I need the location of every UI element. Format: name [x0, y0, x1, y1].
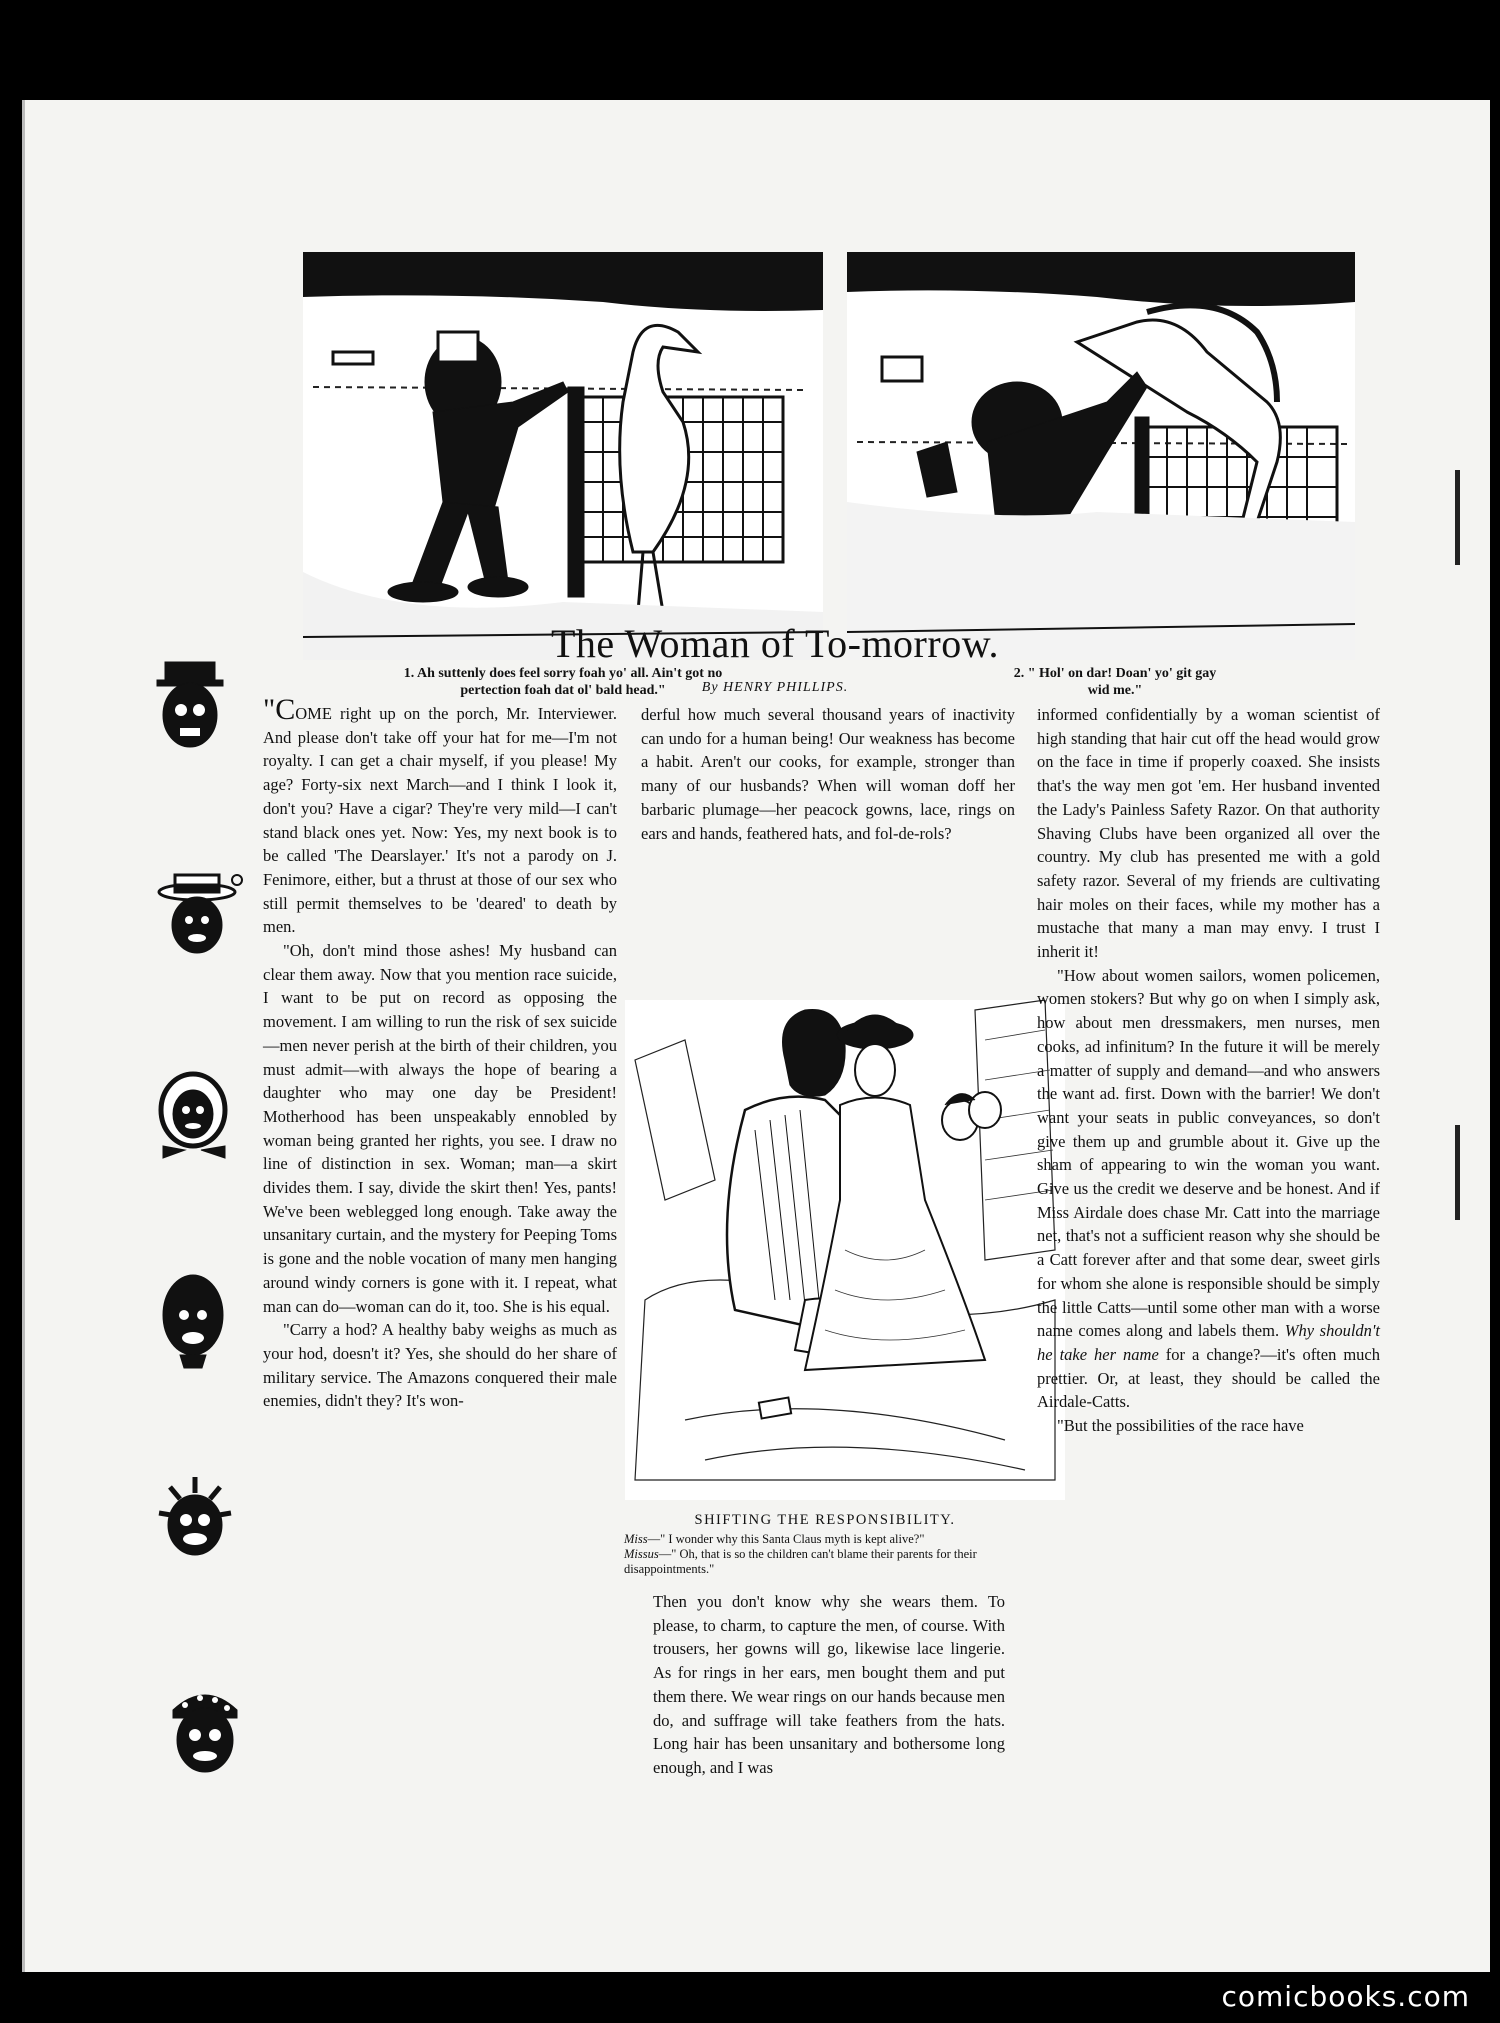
article-column-3	[1037, 703, 1380, 1853]
caption-line: 2. " Hol' on dar! Doan' yo' git gay	[1013, 666, 1217, 681]
caption-line: pertection foah dat ol' bald head."	[460, 683, 666, 698]
paragraph-text: for a change?—it's often much prettier. Or, at least, they should be called the Airdale-Catts.	[1037, 1344, 1380, 1412]
illustration-drawing	[625, 1000, 1065, 1500]
paragraph-text: OME right up on the porch, Mr. Interviewer. And please don't take off your hat for me—I'm not royalty. I can get a chair myself, if you please! My age? Forty-six next March—and I think I look it, don't you? Have a cigar? They're very mild—I can't stand black ones yet. Now: Yes, my next book is to be called 'The Dearslayer.' It's not a parody on J. Fenimore, either, but a thrust at those of our sex who still permit themselves to be 'deared' to death by men.	[263, 704, 617, 937]
comic-panel-2-drawing	[847, 252, 1355, 660]
paragraph: "Oh, don't mind those ashes! My husband can clear them away. Now that you mention race suicide, I want to be put on record as opposing the movement. I am willing to run the risk of sex suicide—men never perish at the birth of their children, you must admit—with always the hope of bearing a daughter who may one day be President! Motherhood has been unspeakably ennobled by woman being granted her rights, you see. I draw no line of distinction in sex. Woman; man—a skirt divides them. I say, divide the skirt then! Yes, pants! We've been weblegged long enough. Take away the unsanitary curtain, and the mystery for Peeping Toms is gone and the noble vocation of many men hanging around windy corners is gone with it. I repeat, what man can do—woman can do it, too. She is his equal.	[263, 941, 617, 1316]
site-watermark: comicbooks.com	[1221, 1980, 1470, 2013]
magazine-page	[22, 100, 1490, 1972]
article-title: The Woman of To-morrow.	[551, 621, 999, 666]
edge-mark	[1455, 470, 1460, 565]
caricature-face-top-hat	[155, 660, 225, 755]
caricature-face-cap	[165, 1680, 245, 1785]
article-column-1	[263, 693, 617, 1850]
article-byline: By HENRY PHILLIPS.	[701, 680, 849, 695]
paragraph: "Carry a hod? A healthy baby weighs as much as your hod, doesn't it? Yes, she should do her share of military service. The Amazons conquered their male enemies, didn't they? It's won-	[263, 1320, 617, 1411]
article-column-2-top	[641, 703, 1015, 898]
comic-panel-1-drawing	[303, 252, 823, 660]
paragraph: "But the possibilities of the race have	[1057, 1416, 1304, 1436]
caricature-face-bonnet	[155, 1070, 235, 1165]
comic-panel-2	[847, 252, 1355, 660]
paragraph: derful how much several thousand years of inactivity can undo for a human being! Our weakness has become a habit. Aren't our cooks, for example, stronger than many of our husbands? When will woman doff her barbaric plumage—her peacock gowns, lace, rings on ears and hands, feathered hats, and fol-de-rols?	[641, 705, 1015, 843]
drop-cap: "C	[263, 693, 296, 726]
paragraph: informed confidentially by a woman scientist of high standing that hair cut off the head would grow on the face in time if properly coaxed. She insists that's the way men got 'em. Her husband invented the Lady's Painless Safety Razor. On that authority Shaving Clubs have been organized all over the country. My club has presented me with a gold safety razor. Several of my friends are cultivating hair moles on their faces, while my mother has a mustache that many a man may envy. I trust I inherit it!	[1037, 705, 1380, 962]
speaker-missus: Missus	[624, 1547, 659, 1561]
comic-panel-1	[303, 252, 823, 660]
illustration-shifting-responsibility	[625, 1000, 1065, 1500]
paragraph-text: "How about women sailors, women policemen, women stokers? But why go on when I simply ask, how about men dressmakers, men nurses, men cooks, ad infinitum? In the future it will be merely a matter of supply and demand—and who answers the want ad. first. Down with the barrier! We don't want your seats in public conveyances, so don't give them up and grumble about it. Give up the sham of appearing to win the woman you want. Give us the credit we deserve and be honest. And if Miss Airdale does chase Mr. Catt into the marriage net, that's not a sufficient reason why she should be a Catt forever after and that some dear, sweet girls for whom she alone is responsible should be simply the little Catts—until some other man with a worse name comes along and labels them.	[1037, 965, 1380, 1341]
caption-line: wid me."	[1087, 683, 1143, 698]
article-column-2-bottom	[653, 1510, 1005, 1850]
paragraph-opening	[263, 693, 617, 939]
italic-text: Why shouldn't he take her name	[1037, 1321, 1381, 1364]
caption-line: 1. Ah suttenly does feel sorry foah yo' all. Ain't got no	[403, 666, 723, 681]
comic-panel-2-caption	[905, 665, 1325, 699]
illustration-title: SHIFTING THE RESPONSIBILITY.	[694, 1512, 956, 1528]
edge-mark	[1455, 1125, 1460, 1220]
dialogue: —" I wonder why this Santa Claus myth is kept alive?"	[647, 1532, 925, 1546]
caricature-face-boater-hat	[157, 870, 247, 965]
caricature-face-curly-hair	[158, 1270, 228, 1375]
paragraph: Then you don't know why she wears them. To please, to charm, to capture the men, of course. With trousers, her gowns will go, likewise lace lingerie. As for rings in her ears, men bought them and put them there. We wear rings on our hands because men do, and suffrage will take feathers from the hats. Long hair has been unsanitary and bothersome long enough, and I was	[653, 1592, 1005, 1777]
speaker-miss: Miss	[624, 1532, 648, 1546]
paragraph	[1037, 964, 1380, 1414]
caricature-face-spiky-hair	[155, 1475, 235, 1570]
dialogue: —" Oh, that is so the children can't blame their parents for their disappointments."	[624, 1547, 977, 1576]
